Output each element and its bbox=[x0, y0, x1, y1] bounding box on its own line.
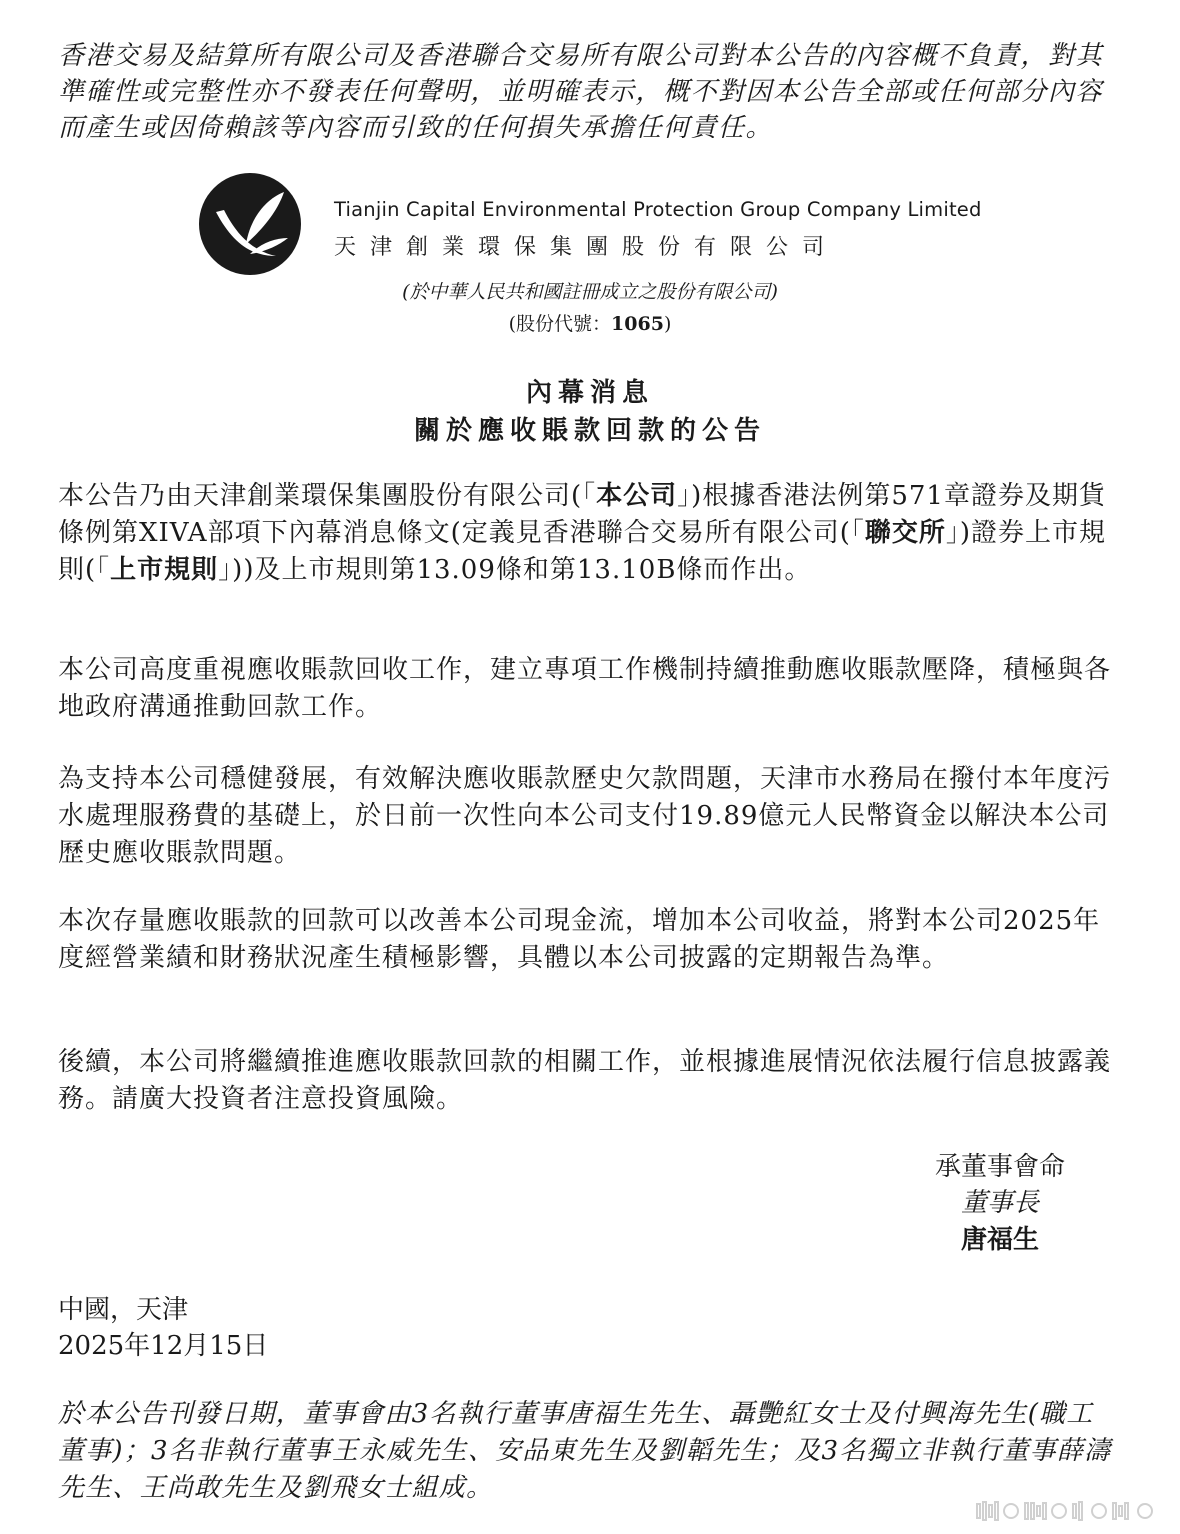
place: 中國，天津 bbox=[58, 1295, 189, 1325]
paragraph-5: 後續，本公司將繼續推進應收賬款回款的相關工作，並根據進展情況依法履行信息披露義務。請廣大投資者注意投資風險。 bbox=[58, 1047, 1112, 1114]
stock-code-prefix: (股份代號： bbox=[508, 313, 612, 335]
signature-line-1: 承董事會命 bbox=[934, 1152, 1065, 1182]
company-name-zh: 天津創業環保集團股份有限公司 bbox=[334, 235, 839, 260]
watermark-icon bbox=[975, 1500, 1165, 1522]
title-line-1: 內幕消息 bbox=[525, 378, 654, 408]
paragraph-3: 為支持本公司穩健發展，有效解決應收賬款歷史欠款問題，天津市水務局在撥付本年度污水處理服務費的基礎上，於日前一次性向本公司支付19.89億元人民幣資金以解決本公司歷史應收賬款問題。 bbox=[58, 764, 1112, 868]
signature-name: 唐福生 bbox=[960, 1225, 1039, 1255]
stock-code: 1065 bbox=[611, 313, 664, 335]
defined-term: 本公司 bbox=[596, 481, 678, 511]
defined-term: 聯交所 bbox=[864, 518, 946, 548]
company-name-en: Tianjin Capital Environmental Protection Group Company Limited bbox=[334, 198, 982, 221]
date: 2025年12月15日 bbox=[58, 1331, 269, 1361]
stock-code-line bbox=[0, 309, 1180, 336]
paragraph-4: 本次存量應收賬款的回款可以改善本公司現金流，增加本公司收益，將對本公司2025年度經營業績和財務狀況產生積極影響，具體以本公司披露的定期報告為準。 bbox=[58, 906, 1101, 973]
signature-title: 董事長 bbox=[960, 1188, 1039, 1218]
stock-code-suffix: ) bbox=[663, 313, 672, 335]
defined-term: 上市規則 bbox=[110, 555, 219, 585]
paragraph-2: 本公司高度重視應收賬款回收工作，建立專項工作機制持續推動應收賬款壓降，積極與各地政府溝通推動回款工作。 bbox=[58, 655, 1112, 722]
title-line-2: 關於應收賬款回款的公告 bbox=[413, 416, 766, 446]
company-logo-icon bbox=[198, 172, 302, 276]
paragraph-1: 本公告乃由天津創業環保集團股份有限公司(「本公司」)根據香港法例第571章證券及期貨條例第XIVA部項下內幕消息條文(定義見香港聯合交易所有限公司(「聯交所」)證券上市規則(「上市規則」))及上市規則第13.09條和第13.10B條而作出。 bbox=[58, 481, 1107, 585]
incorporation-note: (於中華人民共和國註冊成立之股份有限公司) bbox=[402, 281, 778, 303]
directors-note: 於本公告刊發日期，董事會由3名執行董事唐福生先生、聶艷紅女士及付興海先生(職工董事)；3名非執行董事王永威先生、安品東先生及劉韜先生；及3名獨立非執行董事薛濤先生、王尚敢先生及劉飛女士組成。 bbox=[58, 1399, 1112, 1503]
disclaimer: 香港交易及結算所有限公司及香港聯合交易所有限公司對本公告的內容概不負責，對其準確性或完整性亦不發表任何聲明，並明確表示，概不對因本公告全部或任何部分內容而產生或因倚賴該等內容而引致的任何損失承擔任何責任。 bbox=[58, 41, 1104, 143]
